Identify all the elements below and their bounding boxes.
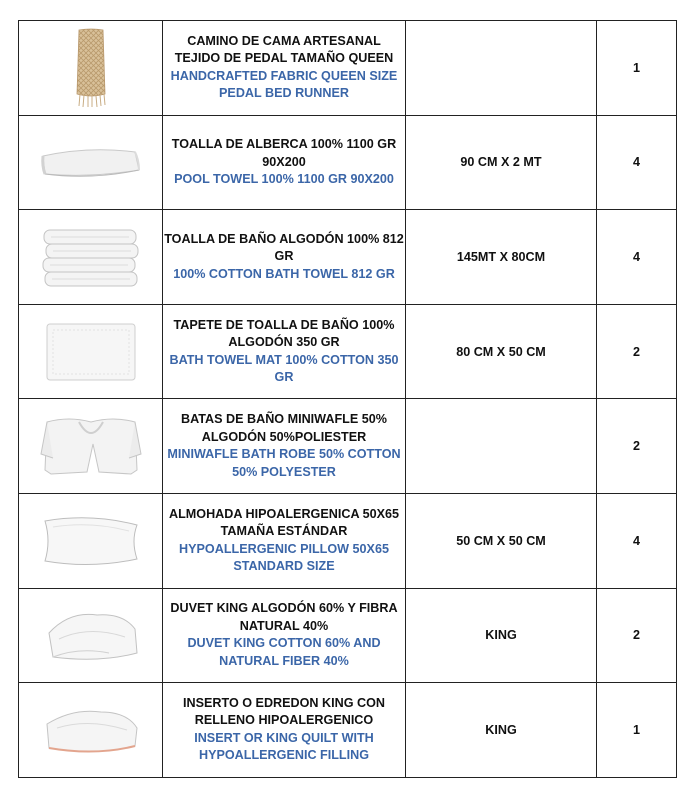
quilt-insert-photo [39,698,143,762]
description-spanish: CAMINO DE CAMA ARTESANAL TEJIDO DE PEDAL TAMAÑO QUEEN [174,33,394,66]
product-quantity: 2 [597,304,677,399]
product-table [18,20,677,778]
product-quantity: 2 [597,399,677,494]
bath-robe-photo [39,414,143,478]
product-size [406,21,597,116]
product-description [163,115,406,210]
description-spanish: ALMOHADA HIPOALERGENICA 50X65 TAMAÑA ESTÁNDAR [169,506,399,539]
description-english: 100% COTTON BATH TOWEL 812 GR [173,266,395,281]
description-english: POOL TOWEL 100% 1100 GR 90X200 [174,172,394,187]
product-image-cell [19,399,163,494]
description-english: HANDCRAFTED FABRIC QUEEN SIZE PEDAL BED RUNNER [170,68,398,101]
pool-towel-photo [39,142,143,182]
product-quantity: 2 [597,588,677,683]
table-row [19,304,677,399]
duvet-photo [39,603,143,667]
product-image-cell [19,210,163,305]
table-row [19,683,677,778]
description-english: BATH TOWEL MAT 100% COTTON 350 GR [169,352,399,385]
description-spanish: TOALLA DE ALBERCA 100% 1100 GR 90X200 [171,137,397,169]
product-size: KING [406,588,597,683]
table-row [19,399,677,494]
product-quantity: 4 [597,210,677,305]
bath-mat-photo [43,320,139,384]
product-quantity: 4 [597,115,677,210]
product-image-cell [19,683,163,778]
product-description [163,683,406,778]
pillow-photo [39,511,143,571]
table-row [19,21,677,116]
product-quantity: 4 [597,493,677,588]
table-row [19,493,677,588]
product-size: 80 CM X 50 CM [406,304,597,399]
product-size: 50 CM X 50 CM [406,493,597,588]
product-description [163,304,406,399]
description-english: HYPOALLERGENIC PILLOW 50X65 STANDARD SIZE [179,541,389,574]
description-spanish: BATAS DE BAÑO MINIWAFLE 50% ALGODÓN 50%POLIESTER [181,412,387,444]
product-description [163,21,406,116]
product-size: 145MT X 80CM [406,210,597,305]
product-size: 90 CM X 2 MT [406,115,597,210]
product-size [406,399,597,494]
description-spanish: TOALLA DE BAÑO ALGODÓN 100% 812 GR [164,231,404,264]
table-row [19,210,677,305]
bath-towel-stack-photo [39,224,143,290]
description-spanish: DUVET KING ALGODÓN 60% Y FIBRA NATURAL 40% [170,601,398,633]
table-row [19,588,677,683]
table-row [19,115,677,210]
product-description [163,210,406,305]
product-image-cell [19,493,163,588]
product-image-cell [19,21,163,116]
product-image-cell [19,588,163,683]
product-image-cell [19,304,163,399]
product-size: KING [406,683,597,778]
bed-runner-photo [71,28,111,108]
product-description [163,493,406,588]
product-image-cell [19,115,163,210]
product-quantity: 1 [597,21,677,116]
product-description [163,588,406,683]
product-description [163,399,406,494]
description-english: DUVET KING COTTON 60% AND NATURAL FIBER 40% [187,636,381,668]
description-english: INSERT OR KING QUILT WITH HYPOALLERGENIC FILLING [194,730,374,763]
product-quantity: 1 [597,683,677,778]
description-spanish: TAPETE DE TOALLA DE BAÑO 100% ALGODÓN 350 GR [173,317,395,350]
description-spanish: INSERTO O EDREDON KING CON RELLENO HIPOALERGENICO [183,695,385,728]
description-english: MINIWAFLE BATH ROBE 50% COTTON 50% POLYESTER [167,447,401,479]
